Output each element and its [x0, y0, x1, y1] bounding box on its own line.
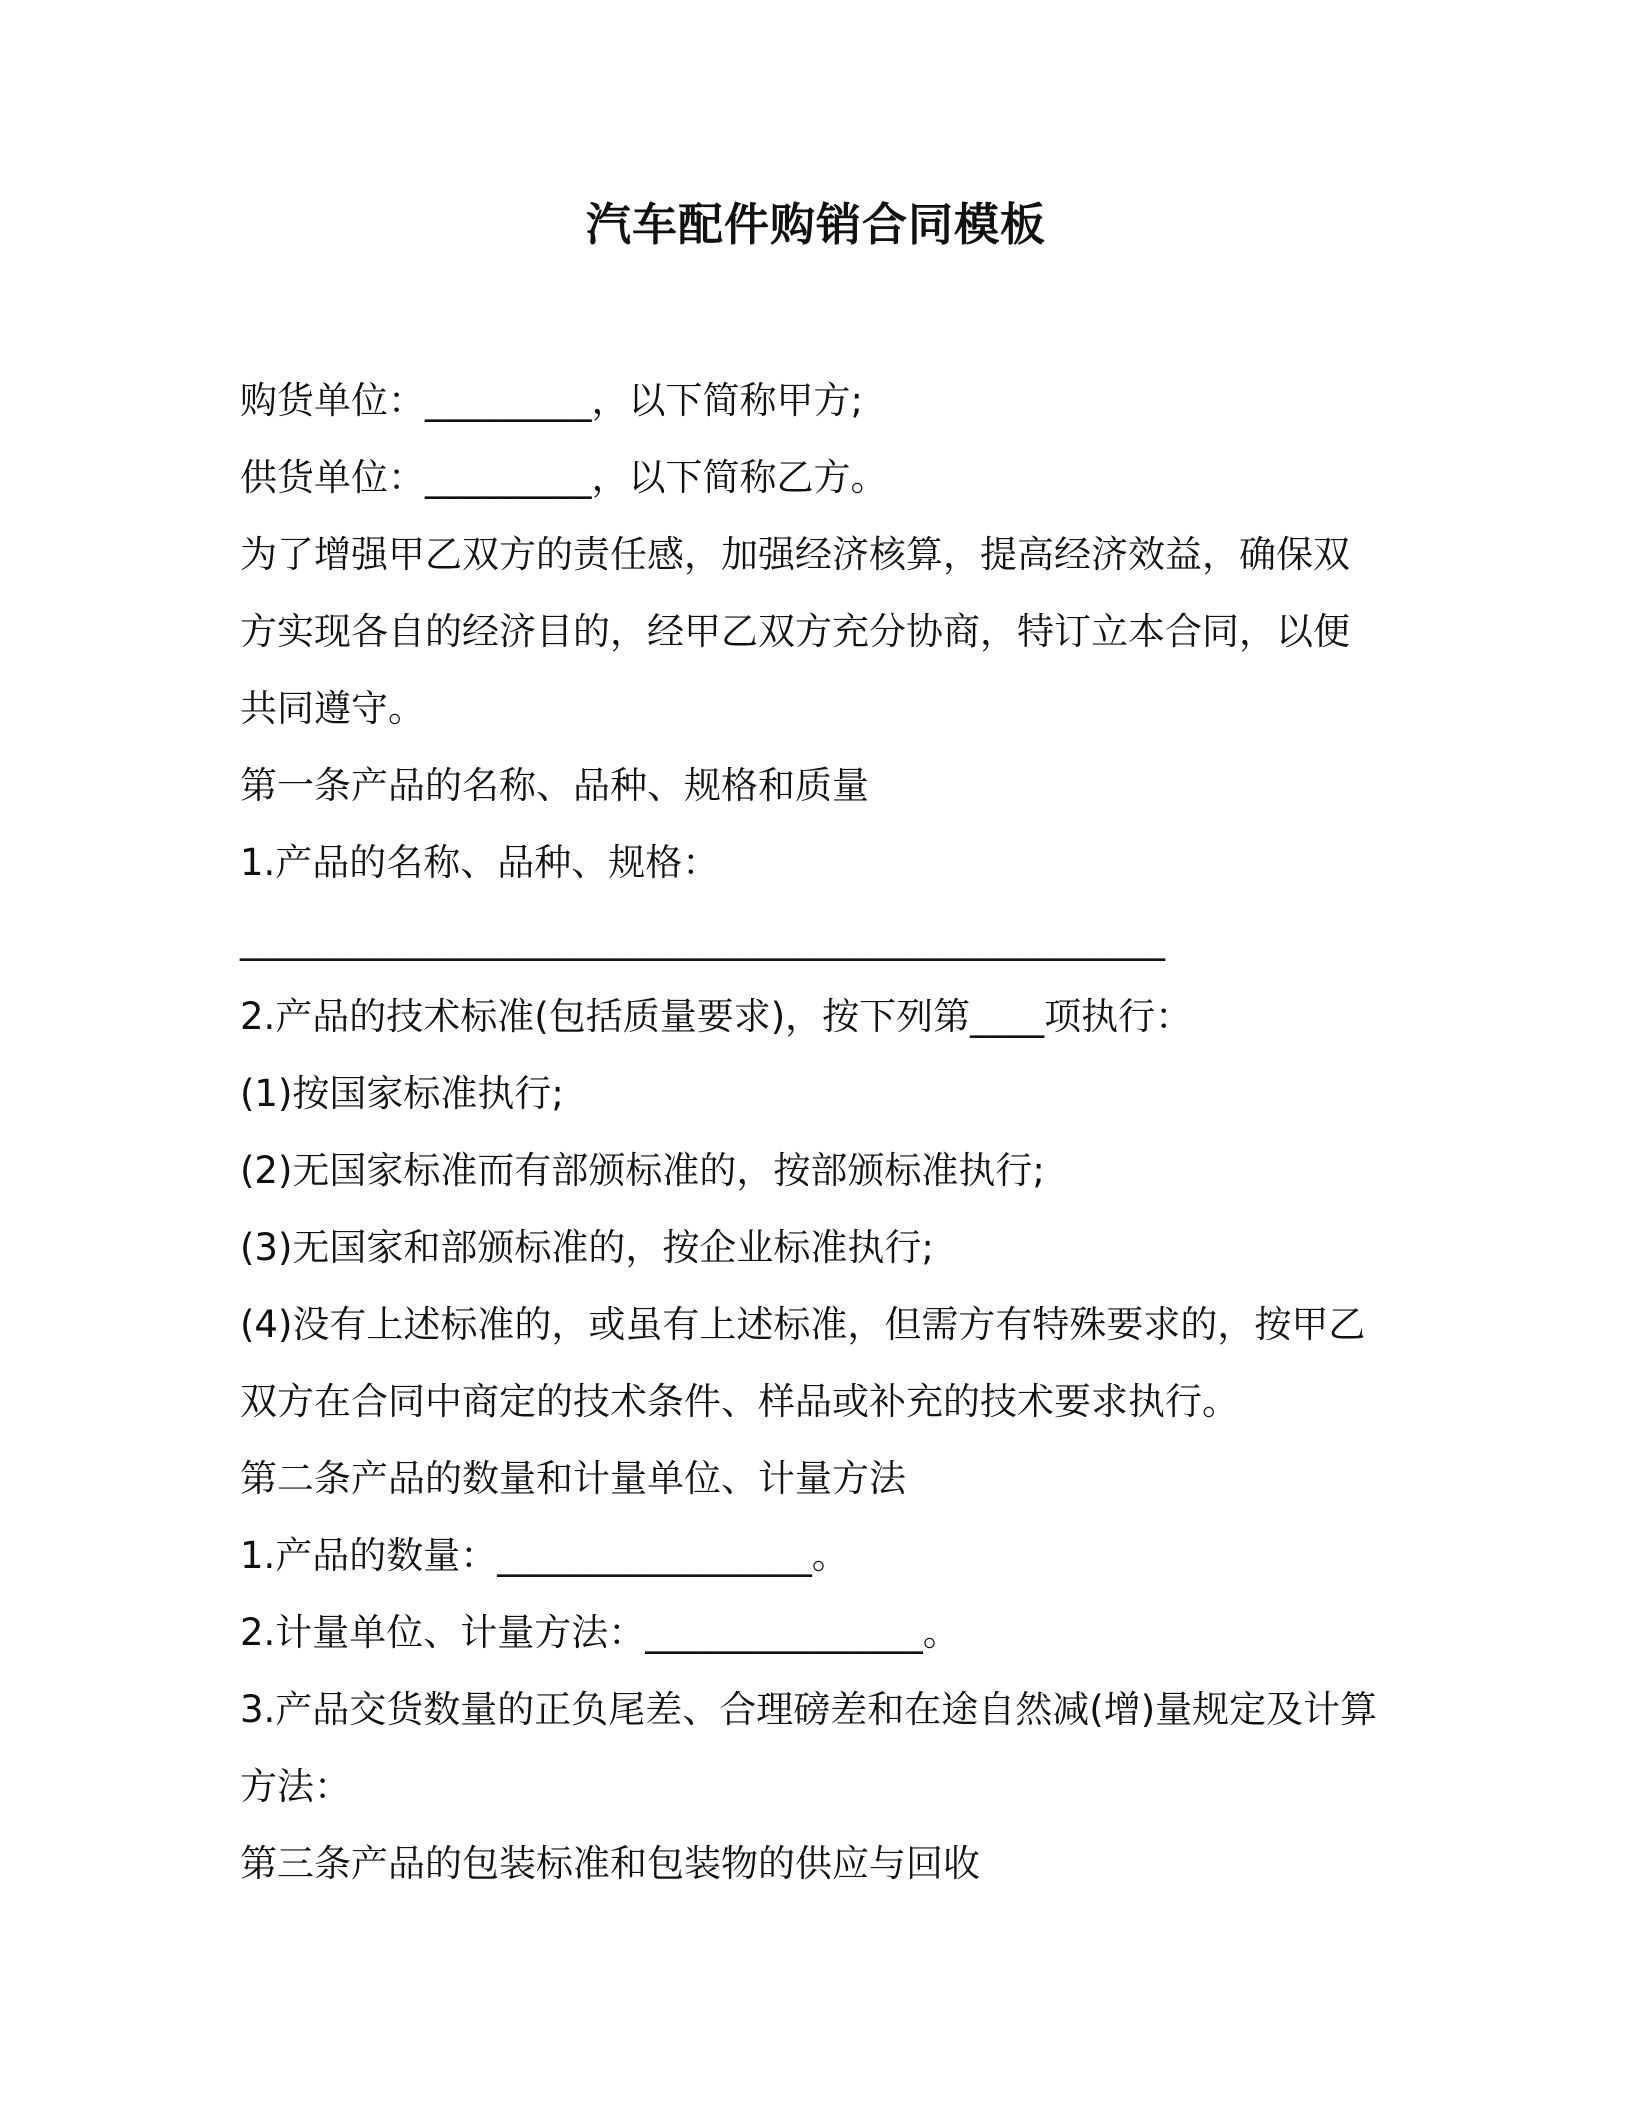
document-body	[240, 362, 1400, 1902]
standard-option-4-line-1: (4)没有上述标准的，或虽有上述标准，但需方有特殊要求的，按甲乙	[240, 1303, 1366, 1346]
article-2-heading: 第二条产品的数量和计量单位、计量方法	[240, 1457, 906, 1500]
buyer-line: 购货单位：_________，以下简称甲方;	[240, 379, 863, 422]
article-1-item-2: 2.产品的技术标准(包括质量要求)，按下列第____项执行：	[240, 995, 1193, 1038]
article-2-item-2: 2.计量单位、计量方法：_______________。	[240, 1611, 960, 1654]
article-1-heading: 第一条产品的名称、品种、规格和质量	[240, 764, 869, 807]
article-2-item-1: 1.产品的数量：_________________。	[240, 1534, 849, 1577]
standard-option-1: (1)按国家标准执行;	[240, 1072, 564, 1115]
standard-option-2: (2)无国家标准而有部颁标准的，按部颁标准执行;	[240, 1149, 1045, 1192]
article-2-item-3-line-1: 3.产品交货数量的正负尾差、合理磅差和在途自然减(增)量规定及计算	[240, 1688, 1378, 1731]
article-1-item-1: 1.产品的名称、品种、规格：	[240, 841, 720, 884]
seller-line: 供货单位：_________，以下简称乙方。	[240, 456, 888, 499]
article-2-item-3-line-2: 方法：	[240, 1765, 351, 1808]
article-3-heading: 第三条产品的包装标准和包装物的供应与回收	[240, 1842, 980, 1885]
document-title: 汽车配件购销合同模板	[585, 198, 1046, 251]
standard-option-3: (3)无国家和部颁标准的，按企业标准执行;	[240, 1226, 934, 1269]
preamble-line-1: 为了增强甲乙双方的责任感，加强经济核算，提高经济效益，确保双	[240, 533, 1350, 576]
article-1-blank-line: __________________________________________________	[240, 918, 1165, 961]
preamble-line-3: 共同遵守。	[240, 687, 425, 730]
preamble-line-2: 方实现各自的经济目的，经甲乙双方充分协商，特订立本合同，以便	[240, 610, 1350, 653]
standard-option-4-line-2: 双方在合同中商定的技术条件、样品或补充的技术要求执行。	[240, 1380, 1239, 1423]
